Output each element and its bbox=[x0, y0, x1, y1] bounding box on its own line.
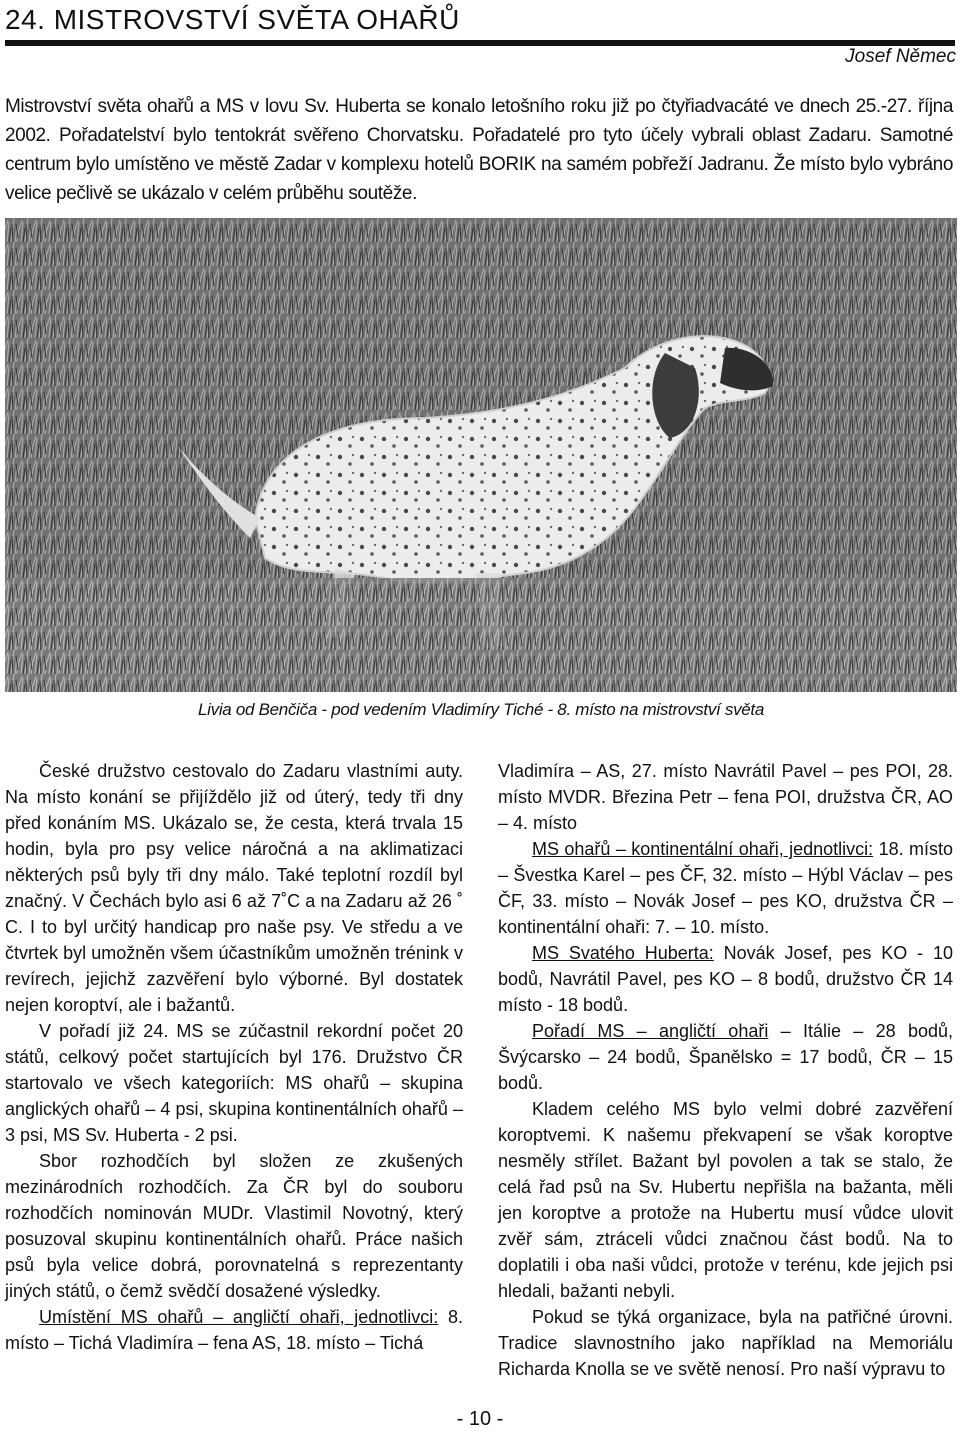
results-text-order: – Itálie – 28 bodů, Švýcarsko – 24 bodů, Španělsko = 17 bodů, ČR – 15 bodů. bbox=[498, 1021, 953, 1093]
right-column bbox=[498, 758, 953, 1382]
results-heading-continental: MS ohařů – kontinentální ohaři, jednotlivci: bbox=[532, 839, 874, 859]
photo-caption: Livia od Benčiča - pod vedením Vladimíry Tiché - 8. místo na mistrovství světa bbox=[197, 700, 764, 719]
right-paragraph-6: Pokud se týká organizace, byla na patřičné úrovni. Tradice slavnostního jako například na Memoriálu Richarda Knolla se ve světě nenosí. Pro naší výpravu to bbox=[498, 1307, 953, 1379]
left-paragraph-2: V pořadí již 24. MS se zúčastnil rekordní počet 20 států, celkový počet startujících byl 176. Družstvo ČR startovalo ve všech kategoriích: MS ohařů – skupina anglických ohařů – 4 psi, skupina kontinentálních ohařů – 3 psi, MS Sv. Huberta - 2 psi. bbox=[5, 1021, 463, 1145]
dog-photo bbox=[5, 218, 957, 692]
right-paragraph-4 bbox=[498, 1018, 953, 1096]
dog-photo-illustration bbox=[5, 218, 957, 692]
left-paragraph-1: České družstvo cestovalo do Zadaru vlastními auty. Na místo konání se přijíždělo již od úterý, tedy tři dny před konáním MS. Ukázalo se, že cesta, která trvala 15 hodin, byla pro psy velice náročná a na aklimatizaci některých psů byly tři dny málo. Také teplotní rozdíl byl značný. V Čechách bylo asi 6 až 7˚C a na Zadaru až 26 ˚ C. I to byl určitý handicap pro naše psy. Ve středu a ve čtvrtek byl umožněn všem účastníkům umožněn trénink v revírech, jejichž zazvěření bylo výborné. Byl dostatek nejen koroptví, ale i bažantů. bbox=[5, 761, 463, 1015]
page-number: - 10 - bbox=[456, 1408, 504, 1430]
left-column bbox=[5, 758, 463, 1356]
intro-paragraph: Mistrovství světa ohařů a MS v lovu Sv. Huberta se konalo letošního roku již po čtyřiadvacáté ve dnech 25.-27. října 2002. Pořadatelství bylo tentokrát svěřeno Chorvatsku. Pořadatelé pro tyto účely vybrali oblast Zadaru. Samotné centrum bylo umístěno ve městě Zadar v komplexu hotelů BORIK na samém pobřeží Jadranu. Že místo bylo vybráno velice pečlivě se ukázalo v celém průběhu soutěže. bbox=[5, 96, 953, 204]
results-heading-english-setters: Umístění MS ohařů – angličtí ohaři, jednotlivci: bbox=[39, 1307, 439, 1327]
right-paragraph-5: Kladem celého MS bylo velmi dobré zazvěření koroptvemi. K našemu překvapení se však koroptve nesměly střílet. Bažant byl povolen a tak se stalo, že celá řad psů na Sv. Hubertu nepřišla na bažanta, měli jen koroptve a protože na Hubertu musí vůdce ulovit zvěř sám, ztráceli vůdci značnou část bodů. Na to doplatili i oba naši vůdci, protože v terénu, kde jejich psi hledali, bažanti nebyli. bbox=[498, 1099, 953, 1301]
results-text-english-setters: 8. místo – Tichá Vladimíra – fena AS, 18. místo – Tichá bbox=[5, 1307, 463, 1353]
results-text-hubert: Novák Josef, pes KO - 10 bodů, Navrátil Pavel, pes KO – 8 bodů, družstvo ČR 14 místo - 18 bodů. bbox=[498, 943, 953, 1015]
results-heading-hubert: MS Svatého Huberta: bbox=[532, 943, 714, 963]
right-paragraph-2 bbox=[498, 836, 953, 940]
article-title: 24. MISTROVSTVÍ SVĚTA OHAŘŮ bbox=[5, 4, 460, 35]
right-paragraph-3 bbox=[498, 940, 953, 1018]
article-author: Josef Němec bbox=[845, 46, 956, 67]
right-paragraph-1: Vladimíra – AS, 27. místo Navrátil Pavel – pes POI, 28. místo MVDR. Březina Petr – fena POI, družstva ČR, AO – 4. místo bbox=[498, 761, 953, 833]
results-text-continental: 18. místo – Švestka Karel – pes ČF, 32. místo – Hýbl Václav – pes ČF, 33. místo – Novák Josef – pes KO, družstva ČR – kontinentální ohaři: 7. – 10. místo. bbox=[498, 839, 953, 937]
left-paragraph-4 bbox=[5, 1304, 463, 1356]
article-header bbox=[5, 0, 955, 46]
left-paragraph-3: Sbor rozhodčích byl složen ze zkušených mezinárodních rozhodčích. Za ČR byl do souboru rozhodčích nominován MUDr. Vlastimil Novotný, který posuzoval skupinu kontinentálních ohařů. Práce našich psů byla velice dobrá, porovnatelná s reprezentanty jiných států, o čemž svědčí dosažené výsledky. bbox=[5, 1151, 463, 1301]
results-heading-order: Pořadí MS – angličtí ohaři bbox=[532, 1021, 769, 1041]
